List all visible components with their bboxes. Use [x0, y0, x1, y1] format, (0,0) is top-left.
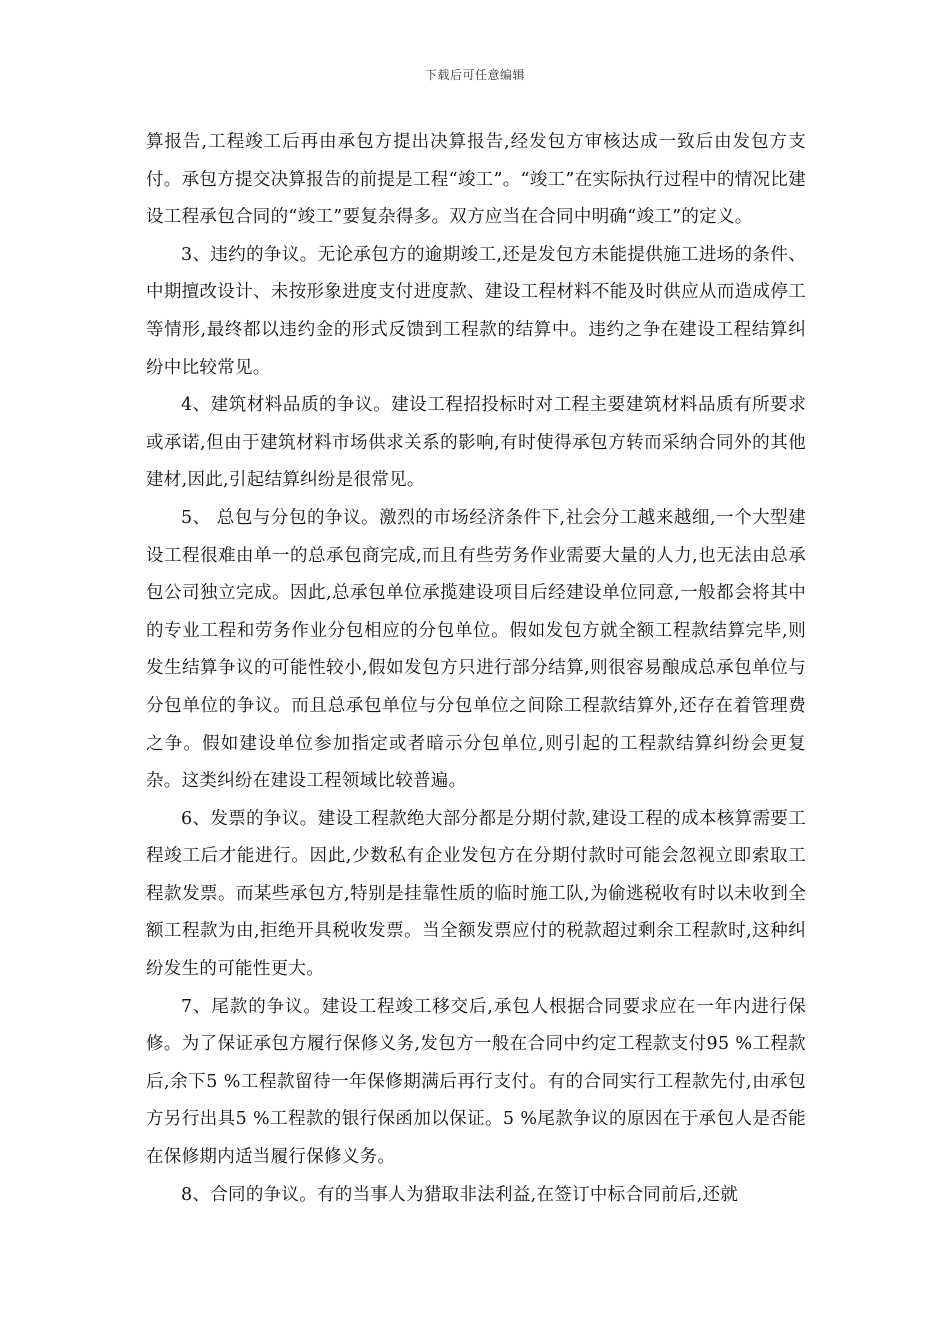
- paragraph-invoice-dispute: 6、发票的争议。建设工程款绝大部分都是分期付款,建设工程的成本核算需要工程竣工后才能进行。因此,少数私有企业发包方在分期付款时可能会忽视立即索取工程款发票。而某些承包方,特别是挂靠性质的临时施工队,为偷逃税收有时以未收到全额工程款为由,拒绝开具税收发票。当全额发票应付的税款超过剩余工程款时,这种纠纷发生的可能性更大。: [146, 808, 806, 980]
- paragraph-material-quality-dispute: 4、建筑材料品质的争议。建设工程招投标时对工程主要建筑材料品质有所要求或承诺,但由于建筑材料市场供求关系的影响,有时使得承包方转而采纳合同外的其他建材,因此,引起结算纠纷是很常见。: [146, 395, 806, 491]
- paragraph-breach-dispute: 3、违约的争议。无论承包方的逾期竣工,还是发包方未能提供施工进场的条件、中期擅改设计、未按形象进度支付进度款、建设工程材料不能及时供应从而造成停工等情形,最终都以违约金的形式反馈到工程款的结算中。违约之争在建设工程结算纠纷中比较常见。: [146, 244, 806, 378]
- paragraph-retention-dispute: 7、尾款的争议。建设工程竣工移交后,承包人根据合同要求应在一年内进行保修。为了保证承包方履行保修义务,发包方一般在合同中约定工程款支付95 %工程款后,余下5 %工程款留待一年保修期满后再行支付。有的合同实行工程款先付,由承包方另行出具5 %工程款的银行保函加以保证。5 %尾款争议的原因在于承包人是否能在保修期内适当履行保修义务。: [146, 996, 806, 1168]
- paragraph-contract-dispute: 8、合同的争议。有的当事人为猎取非法利益,在签订中标合同前后,还就: [181, 1184, 739, 1205]
- paragraph-subcontract-dispute: 5、 总包与分包的争议。激烈的市场经济条件下,社会分工越来越细,一个大型建设工程很难由单一的总承包商完成,而且有些劳务作业需要大量的人力,也无法由总承包公司独立完成。因此,总承包单位承揽建设项目后经建设单位同意,一般都会将其中的专业工程和劳务作业分包相应的分包单位。假如发包方就全额工程款结算完毕,则发生结算争议的可能性较小,假如发包方只进行部分结算,则很容易酿成总承包单位与分包单位的争议。而且总承包单位与分包单位之间除工程款结算外,还存在着管理费之争。假如建设单位参加指定或者暗示分包单位,则引起的工程款结算纠纷会更复杂。这类纠纷在建设工程领域比较普遍。: [146, 507, 806, 792]
- paragraph-continuation: 算报告,工程竣工后再由承包方提出决算报告,经发包方审核达成一致后由发包方支付。承包方提交决算报告的前提是工程“竣工”。“竣工”在实际执行过程中的情况比建设工程承包合同的“竣工”要复杂得多。双方应当在合同中明确“竣工”的定义。: [146, 132, 806, 228]
- document-body: [146, 124, 806, 1214]
- page-header: 下载后可任意编辑: [424, 68, 525, 82]
